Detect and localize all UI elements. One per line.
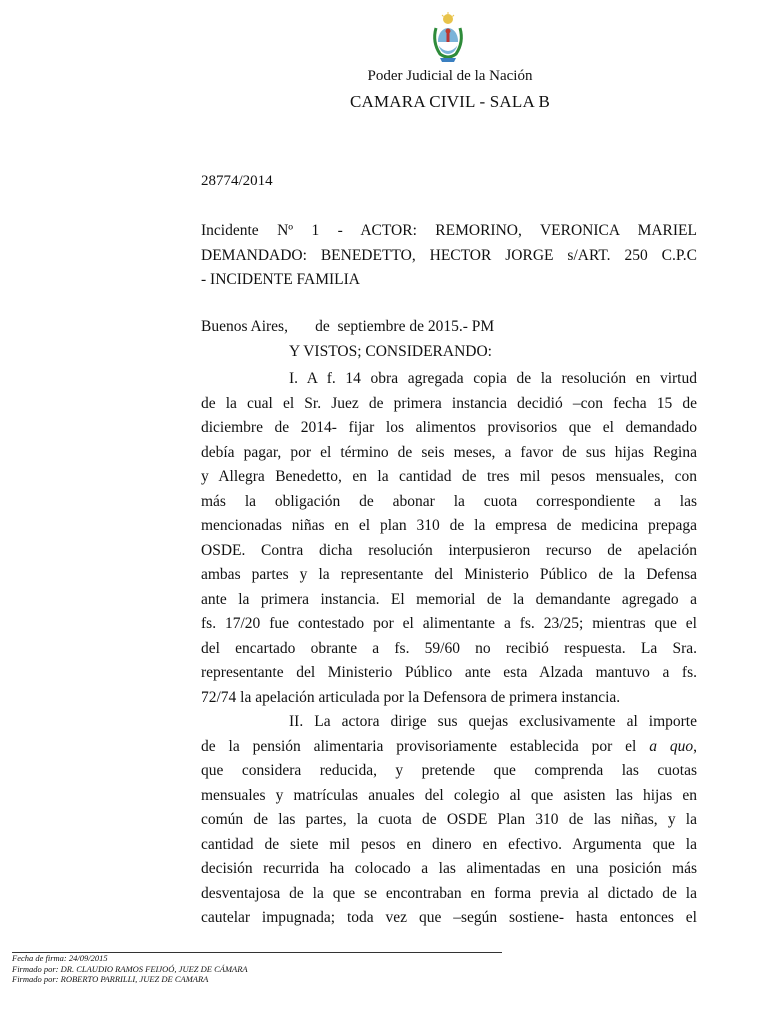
body-line: I. A f. 14 obra agregada copia de la resolución en virtud — [289, 370, 697, 387]
body-line: desventajosa de la que se encontraban en forma previa al dictado de la — [201, 884, 697, 902]
body-line: mencionadas niñas en el plan 310 de la empresa de medicina prepaga — [201, 517, 697, 534]
body-line: mensuales y matrículas anuales del colegio al que asisten las hijas en — [201, 786, 697, 804]
body-line: debía pagar, por el término de seis meses, a favor de sus hijas Regina — [201, 443, 697, 461]
body-line: del encartado obrante a fs. 59/60 no recibió respuesta. La Sra. — [201, 639, 697, 657]
body-line: OSDE. Contra dicha resolución interpusieron recurso de apelación — [201, 541, 697, 559]
body-line: ante la primera instancia. El memorial de la demandante agregado a — [201, 590, 697, 608]
body-line: ambas partes y la representante del Ministerio Público de la Defensa — [201, 566, 697, 583]
body-line: común de las partes, la cuota de OSDE Plan 310 de las niñas, y la — [201, 811, 697, 828]
body-line: más la obligación de abonar la cuota correspondiente a las — [201, 492, 697, 510]
vistos-heading: Y VISTOS; CONSIDERANDO: — [289, 343, 492, 360]
case-number: 28774/2014 — [201, 173, 273, 189]
national-coat-of-arms-icon — [428, 12, 468, 64]
caption-line: DEMANDADO: BENEDETTO, HECTOR JORGE s/ART. 250 C.P.C — [201, 246, 697, 264]
date-line: Buenos Aires, de septiembre de 2015.- PM — [201, 318, 495, 335]
body-line: decisión recurrida ha colocado a las alimentadas en una posición más — [201, 860, 697, 877]
body-line: II. La actora dirige sus quejas exclusivamente al importe — [289, 713, 697, 730]
signer-line: Firmado por: DR. CLAUDIO RAMOS FEIJOÓ, JUEZ DE CÁMARA — [12, 963, 248, 974]
body-line: de la pensión alimentaria provisoriamente establecida por el a quo, — [201, 737, 697, 755]
court-name: CAMARA CIVIL - SALA B — [349, 92, 551, 111]
body-line: diciembre de 2014- fijar los alimentos provisorios que el demandado — [201, 419, 697, 436]
caption-line: - INCIDENTE FAMILIA — [201, 271, 360, 288]
signature-date: Fecha de firma: 24/09/2015 — [12, 953, 108, 963]
body-line: 72/74 la apelación articulada por la Defensora de primera instancia. — [201, 688, 621, 706]
body-line: representante del Ministerio Público ante esta Alzada mantuvo a fs. — [201, 664, 697, 681]
body-line: y Allegra Benedetto, en la cantidad de tres mil pesos mensuales, con — [201, 468, 697, 485]
caption-line: Incidente Nº 1 - ACTOR: REMORINO, VERONICA MARIEL — [201, 222, 697, 239]
document-body — [201, 367, 697, 931]
body-line: de la cual el Sr. Juez de primera instancia decidió –con fecha 15 de — [201, 394, 697, 412]
body-line: cautelar impugnada; toda vez que –según sostiene- hasta entonces el — [201, 909, 697, 926]
institution-name: Poder Judicial de la Nación — [367, 68, 533, 84]
signature-footer — [12, 953, 248, 985]
body-line: fs. 17/20 fue contestado por el alimentante a fs. 23/25; mientras que el — [201, 615, 697, 632]
case-caption — [201, 219, 697, 293]
body-line: cantidad de siete mil pesos en dinero en efectivo. Argumenta que la — [201, 835, 697, 853]
signer-line: Firmado por: ROBERTO PARRILLI, JUEZ DE CAMARA — [12, 974, 209, 984]
body-line: que considera reducida, y pretende que comprenda las cuotas — [201, 762, 697, 779]
